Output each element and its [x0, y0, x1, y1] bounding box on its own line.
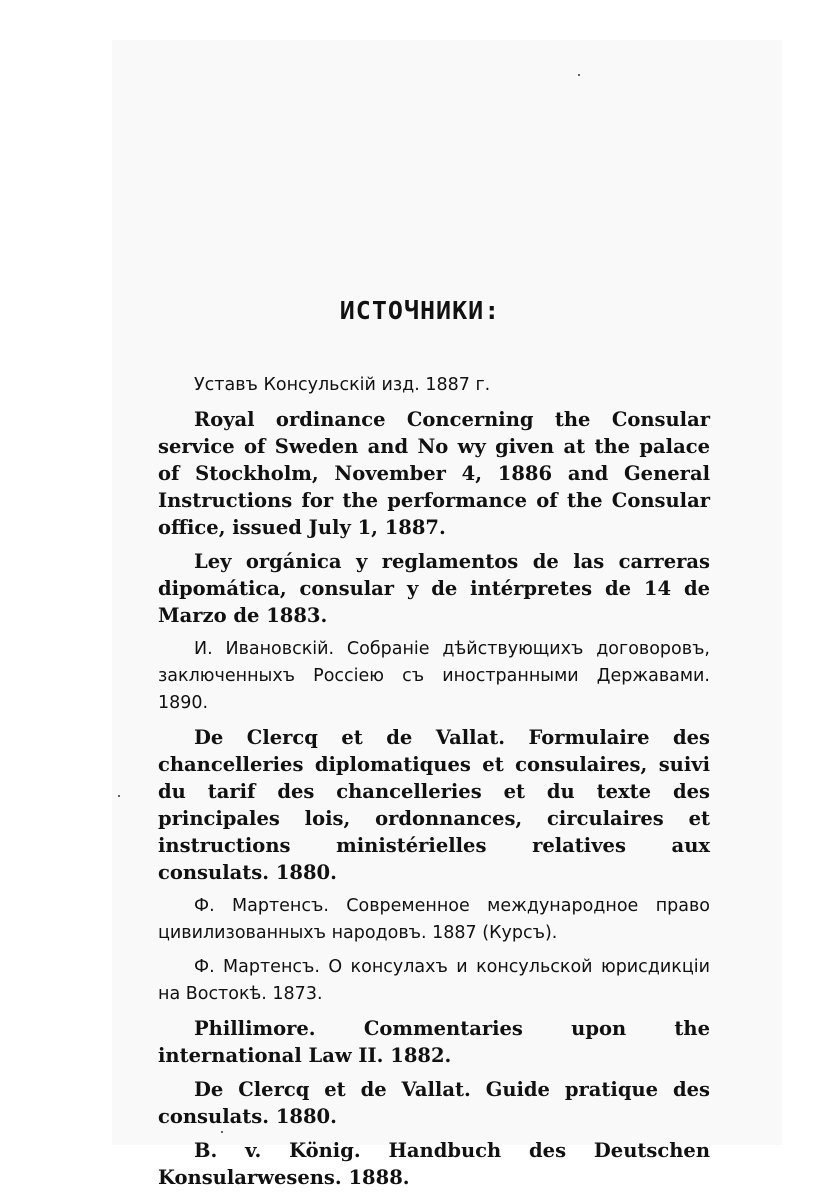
source-entry: И. Ивановскій. Собраніе дѣйствующихъ договоровъ, заключенныхъ Россіею съ иностранными Державами. 1890.: [158, 639, 710, 713]
source-entry: Royal ordinance Concerning the Consular service of Sweden and No wy given at the palace of Stockholm, November 4, 1886 and General Instructions for the performance of the Consular office, issued July 1, 1887.: [158, 408, 710, 539]
source-entry: De Clercq et de Vallat. Guide pratique des consulats. 1880.: [158, 1078, 710, 1128]
source-entry: Ley orgánica y reglamentos de las carreras dipomática, consular y de intérpretes de 14 de Marzo de 1883.: [158, 550, 710, 627]
sources-list: [158, 372, 710, 1198]
source-entry: Ф. Мартенсъ. О консулахъ и консульской юрисдикціи на Востокѣ. 1873.: [158, 957, 710, 1004]
source-entry: Phillimore. Commentaries upon the international Law II. 1882.: [158, 1017, 710, 1067]
source-entry: De Clercq et de Vallat. Formulaire des chancelleries diplomatiques et consulaires, suivi du tarif des chancelleries et du texte des principales lois, ordonnances, circulaires et instructions ministérielles relatives aux consulats. 1880.: [158, 726, 710, 884]
source-entry: Уставъ Консульскій изд. 1887 г.: [194, 375, 491, 395]
speck-mark: [118, 795, 120, 797]
speck-mark: [578, 74, 580, 76]
page-title: ИСТОЧНИКИ:: [339, 296, 501, 325]
source-entry: Ф. Мартенсъ. Современное международное право цивилизованныхъ народовъ. 1887 (Курсъ).: [158, 896, 710, 943]
source-entry: B. v. König. Handbuch des Deutschen Konsularwesens. 1888.: [158, 1139, 710, 1189]
